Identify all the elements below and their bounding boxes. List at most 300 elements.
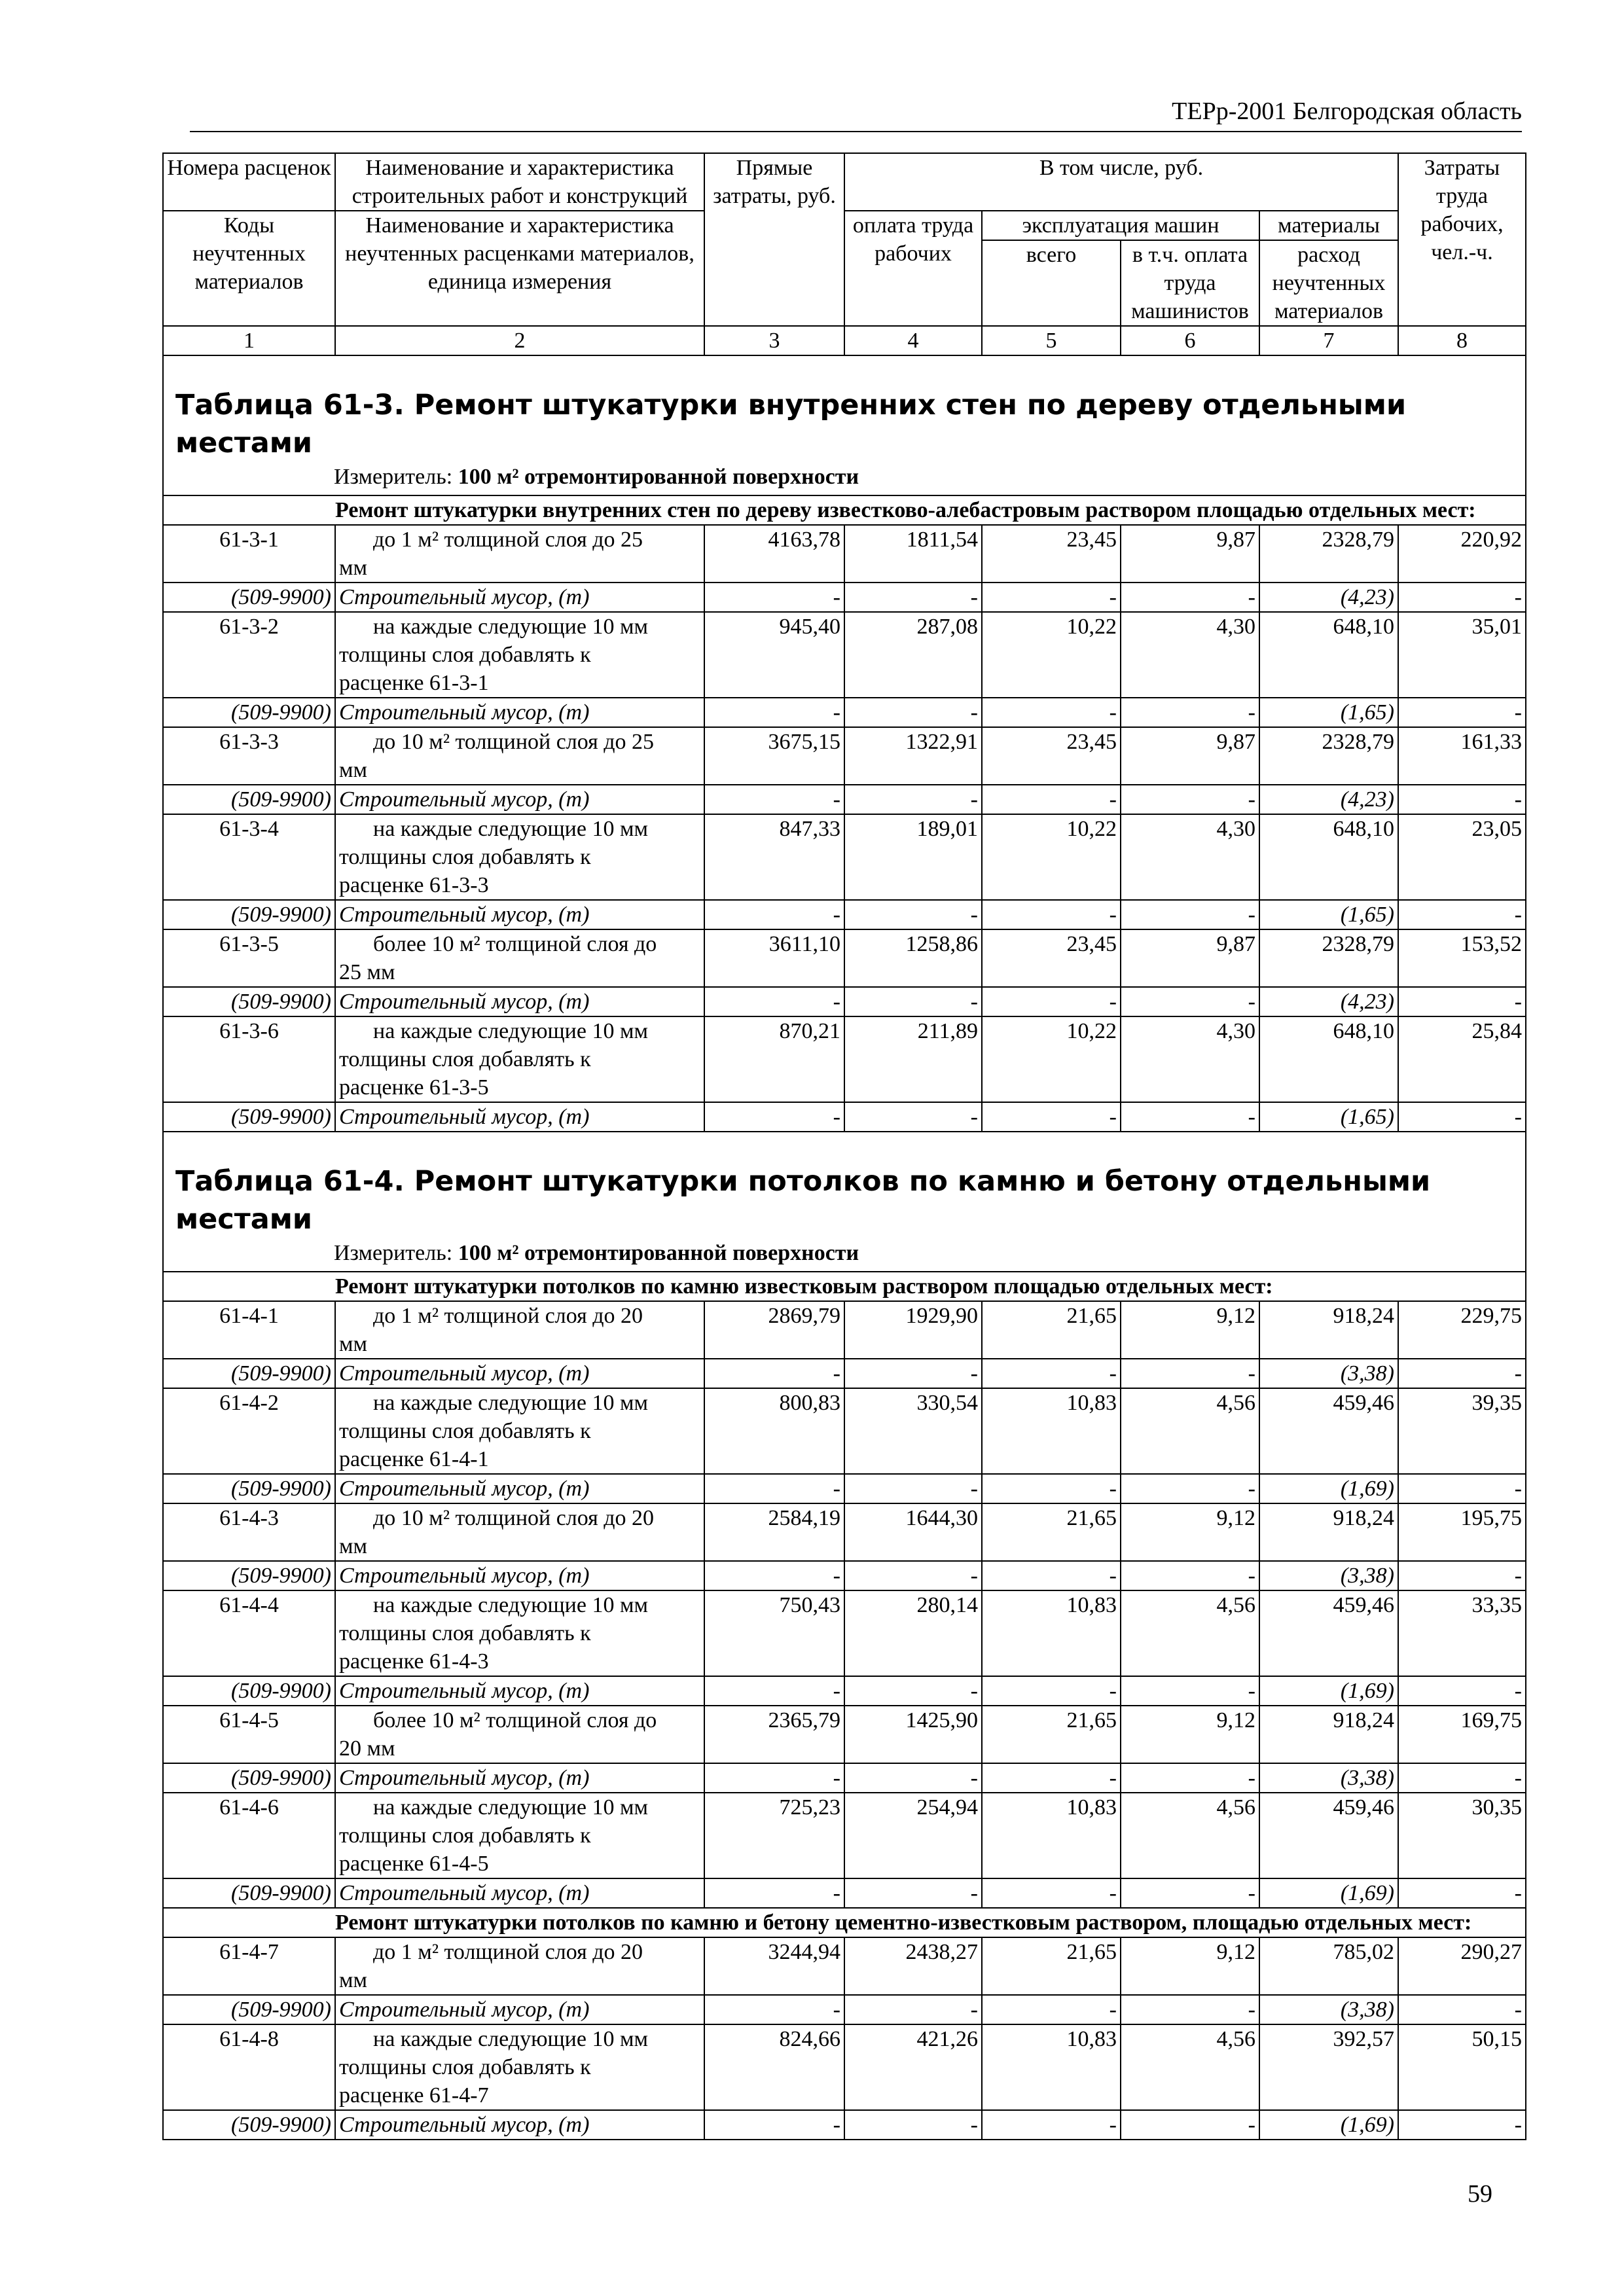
dash: - xyxy=(704,2110,844,2140)
machinist-pay: 4,56 xyxy=(1121,1793,1259,1878)
materials-cost: 648,10 xyxy=(1259,814,1398,900)
labor-hours: 195,75 xyxy=(1398,1503,1526,1561)
rate-row xyxy=(163,727,1526,785)
direct-cost: 870,21 xyxy=(704,1016,844,1102)
dash: - xyxy=(982,900,1121,929)
materials-cost: 918,24 xyxy=(1259,1301,1398,1359)
materials-cost: 918,24 xyxy=(1259,1706,1398,1763)
dash: - xyxy=(844,900,982,929)
material-code: (509-9900) xyxy=(163,900,335,929)
material-code: (509-9900) xyxy=(163,583,335,612)
dash: - xyxy=(1121,1763,1259,1793)
material-quantity: (1,69) xyxy=(1259,1878,1398,1908)
machines-total: 21,65 xyxy=(982,1706,1121,1763)
description-line: на каждые следующие 10 мм xyxy=(373,2027,649,2051)
material-row xyxy=(163,1995,1526,2024)
direct-cost: 3244,94 xyxy=(704,1937,844,1995)
dash: - xyxy=(704,1359,844,1388)
labor-pay: 1425,90 xyxy=(844,1706,982,1763)
machines-total: 10,83 xyxy=(982,1388,1121,1474)
rate-code: 61-4-8 xyxy=(163,2024,335,2110)
material-code: (509-9900) xyxy=(163,1878,335,1908)
materials-cost: 648,10 xyxy=(1259,612,1398,698)
col-rate-number-header: Номера расценок xyxy=(163,153,335,211)
material-code: (509-9900) xyxy=(163,1763,335,1793)
dash: - xyxy=(982,1359,1121,1388)
material-name: Строительный мусор, (т) xyxy=(335,1561,704,1590)
material-row xyxy=(163,1878,1526,1908)
description-line: толщины слоя добавлять к xyxy=(339,1419,591,1443)
unit-label: Измеритель: xyxy=(334,465,453,489)
material-code: (509-9900) xyxy=(163,1102,335,1132)
labor-pay: 1644,30 xyxy=(844,1503,982,1561)
rate-code: 61-3-1 xyxy=(163,525,335,583)
dash: - xyxy=(1121,1474,1259,1503)
dash: - xyxy=(1398,900,1526,929)
description-line: мм xyxy=(339,1332,368,1356)
material-code: (509-9900) xyxy=(163,1995,335,2024)
dash: - xyxy=(1121,2110,1259,2140)
rate-code: 61-4-1 xyxy=(163,1301,335,1359)
material-name: Строительный мусор, (т) xyxy=(335,987,704,1016)
dash: - xyxy=(982,1676,1121,1706)
direct-cost: 800,83 xyxy=(704,1388,844,1474)
machinist-pay: 9,12 xyxy=(1121,1301,1259,1359)
column-number: 7 xyxy=(1259,326,1398,355)
rate-description xyxy=(335,814,704,900)
materials-cost: 2328,79 xyxy=(1259,727,1398,785)
material-name: Строительный мусор, (т) xyxy=(335,1995,704,2024)
rate-description xyxy=(335,1388,704,1474)
machines-total: 23,45 xyxy=(982,727,1121,785)
dash: - xyxy=(1121,1995,1259,2024)
rate-description xyxy=(335,727,704,785)
material-quantity: (4,23) xyxy=(1259,583,1398,612)
description-line: до 10 м² толщиной слоя до 20 xyxy=(373,1506,655,1530)
description-line: на каждые следующие 10 мм xyxy=(373,1391,649,1415)
description-line: расценке 61-3-3 xyxy=(339,873,489,897)
dash: - xyxy=(844,1561,982,1590)
direct-cost: 2869,79 xyxy=(704,1301,844,1359)
description-line: на каждые следующие 10 мм xyxy=(373,1019,649,1043)
direct-cost: 3675,15 xyxy=(704,727,844,785)
dash: - xyxy=(844,583,982,612)
column-number: 1 xyxy=(163,326,335,355)
dash: - xyxy=(704,987,844,1016)
description-line: мм xyxy=(339,1968,368,1992)
labor-hours: 161,33 xyxy=(1398,727,1526,785)
machinist-pay: 9,12 xyxy=(1121,1706,1259,1763)
rate-description xyxy=(335,1793,704,1878)
table-title-row xyxy=(163,1132,1526,1272)
header-row-2 xyxy=(163,211,1526,240)
machines-total: 23,45 xyxy=(982,929,1121,987)
description-line: более 10 м² толщиной слоя до xyxy=(373,1708,657,1732)
labor-hours: 25,84 xyxy=(1398,1016,1526,1102)
material-row xyxy=(163,2110,1526,2140)
material-quantity: (4,23) xyxy=(1259,785,1398,814)
dash: - xyxy=(704,698,844,727)
description-line: расценке 61-3-1 xyxy=(339,671,489,695)
description-line: толщины слоя добавлять к xyxy=(339,1823,591,1848)
machinist-pay: 9,12 xyxy=(1121,1937,1259,1995)
material-row xyxy=(163,900,1526,929)
labor-hours: 30,35 xyxy=(1398,1793,1526,1878)
col-direct-cost-header: Прямые затраты, руб. xyxy=(704,153,844,326)
dash: - xyxy=(982,1763,1121,1793)
group-subheading-row xyxy=(163,1908,1526,1937)
description-line: толщины слоя добавлять к xyxy=(339,2055,591,2079)
dash: - xyxy=(1121,785,1259,814)
dash: - xyxy=(1398,1561,1526,1590)
description-line: на каждые следующие 10 мм xyxy=(373,1795,649,1820)
dash: - xyxy=(982,2110,1121,2140)
rate-description xyxy=(335,929,704,987)
rate-row xyxy=(163,1503,1526,1561)
dash: - xyxy=(844,1878,982,1908)
dash: - xyxy=(704,1102,844,1132)
dash: - xyxy=(982,987,1121,1016)
labor-pay: 287,08 xyxy=(844,612,982,698)
rate-row xyxy=(163,525,1526,583)
dash: - xyxy=(1121,698,1259,727)
labor-pay: 1322,91 xyxy=(844,727,982,785)
rate-code: 61-4-7 xyxy=(163,1937,335,1995)
material-name: Строительный мусор, (т) xyxy=(335,900,704,929)
group-subheading-row xyxy=(163,1272,1526,1301)
col-labor-pay-header: оплата труда рабочих xyxy=(844,211,982,326)
materials-cost: 459,46 xyxy=(1259,1590,1398,1676)
table-unit xyxy=(164,1238,1525,1271)
rate-row xyxy=(163,1937,1526,1995)
rate-code: 61-3-6 xyxy=(163,1016,335,1102)
dash: - xyxy=(1398,1359,1526,1388)
description-line: толщины слоя добавлять к xyxy=(339,845,591,869)
col-including-header: В том числе, руб. xyxy=(844,153,1398,211)
material-row xyxy=(163,698,1526,727)
material-name: Строительный мусор, (т) xyxy=(335,2110,704,2140)
description-line: до 10 м² толщиной слоя до 25 xyxy=(373,730,655,754)
material-code: (509-9900) xyxy=(163,2110,335,2140)
col-materials-header: материалы xyxy=(1259,211,1398,240)
labor-hours: 23,05 xyxy=(1398,814,1526,900)
labor-pay: 1258,86 xyxy=(844,929,982,987)
material-row xyxy=(163,1102,1526,1132)
group-subheading: Ремонт штукатурки внутренних стен по дереву известково-алебастровым раствором площадью отдельных мест: xyxy=(163,495,1526,525)
description-line: 20 мм xyxy=(339,1736,395,1761)
dash: - xyxy=(844,1763,982,1793)
machinist-pay: 4,56 xyxy=(1121,1388,1259,1474)
description-line: на каждые следующие 10 мм xyxy=(373,817,649,841)
dash: - xyxy=(844,785,982,814)
labor-pay: 1929,90 xyxy=(844,1301,982,1359)
rate-row xyxy=(163,1016,1526,1102)
col-material-name-header: Наименование и характеристика неучтенных расценками материалов, единица измерения xyxy=(335,211,704,326)
description-line: расценке 61-4-3 xyxy=(339,1649,489,1674)
dash: - xyxy=(1398,698,1526,727)
page-number: 59 xyxy=(1468,2180,1492,2208)
dash: - xyxy=(982,583,1121,612)
dash: - xyxy=(1121,900,1259,929)
column-number: 5 xyxy=(982,326,1121,355)
labor-hours: 220,92 xyxy=(1398,525,1526,583)
machines-total: 10,22 xyxy=(982,814,1121,900)
materials-cost: 2328,79 xyxy=(1259,929,1398,987)
description-line: до 1 м² толщиной слоя до 20 xyxy=(373,1304,643,1328)
description-line: расценке 61-4-7 xyxy=(339,2083,489,2108)
dash: - xyxy=(1398,1676,1526,1706)
col-machinist-pay-header: в т.ч. оплата труда машинистов xyxy=(1121,240,1259,326)
col-machines-total-header: всего xyxy=(982,240,1121,326)
direct-cost: 824,66 xyxy=(704,2024,844,2110)
material-quantity: (3,38) xyxy=(1259,1561,1398,1590)
rate-row xyxy=(163,1388,1526,1474)
rate-description xyxy=(335,1301,704,1359)
rate-row xyxy=(163,612,1526,698)
machines-total: 10,83 xyxy=(982,1590,1121,1676)
material-name: Строительный мусор, (т) xyxy=(335,785,704,814)
material-quantity: (1,69) xyxy=(1259,1474,1398,1503)
dash: - xyxy=(1121,1676,1259,1706)
dash: - xyxy=(844,2110,982,2140)
rate-description xyxy=(335,1590,704,1676)
description-line: на каждые следующие 10 мм xyxy=(373,1593,649,1617)
rate-row xyxy=(163,1590,1526,1676)
dash: - xyxy=(1121,1359,1259,1388)
dash: - xyxy=(1398,583,1526,612)
dash: - xyxy=(704,1995,844,2024)
dash: - xyxy=(1121,583,1259,612)
material-name: Строительный мусор, (т) xyxy=(335,1474,704,1503)
dash: - xyxy=(982,785,1121,814)
description-line: толщины слоя добавлять к xyxy=(339,643,591,667)
dash: - xyxy=(704,1676,844,1706)
rate-code: 61-4-6 xyxy=(163,1793,335,1878)
materials-cost: 459,46 xyxy=(1259,1793,1398,1878)
machinist-pay: 9,87 xyxy=(1121,525,1259,583)
labor-hours: 153,52 xyxy=(1398,929,1526,987)
rate-code: 61-3-2 xyxy=(163,612,335,698)
labor-hours: 50,15 xyxy=(1398,2024,1526,2110)
material-code: (509-9900) xyxy=(163,698,335,727)
dash: - xyxy=(704,1474,844,1503)
rate-description xyxy=(335,2024,704,2110)
material-name: Строительный мусор, (т) xyxy=(335,698,704,727)
description-line: мм xyxy=(339,556,368,580)
dash: - xyxy=(844,1102,982,1132)
description-line: толщины слоя добавлять к xyxy=(339,1047,591,1071)
labor-pay: 2438,27 xyxy=(844,1937,982,1995)
table-title: Таблица 61-4. Ремонт штукатурки потолков по камню и бетону отдельными местами xyxy=(175,1165,1431,1236)
unit-value: 100 м² отремонтированной поверхности xyxy=(458,465,859,489)
material-row xyxy=(163,1474,1526,1503)
column-number: 6 xyxy=(1121,326,1259,355)
direct-cost: 2365,79 xyxy=(704,1706,844,1763)
description-line: расценке 61-3-5 xyxy=(339,1075,489,1100)
description-line: на каждые следующие 10 мм xyxy=(373,615,649,639)
dash: - xyxy=(844,698,982,727)
dash: - xyxy=(982,1878,1121,1908)
labor-pay: 330,54 xyxy=(844,1388,982,1474)
rate-code: 61-4-5 xyxy=(163,1706,335,1763)
dash: - xyxy=(1398,1474,1526,1503)
dash: - xyxy=(704,1763,844,1793)
dash: - xyxy=(1121,1878,1259,1908)
table-title-row xyxy=(163,355,1526,495)
material-quantity: (1,69) xyxy=(1259,2110,1398,2140)
dash: - xyxy=(982,1102,1121,1132)
group-subheading-row xyxy=(163,495,1526,525)
table-title-cell xyxy=(163,355,1526,495)
dash: - xyxy=(1398,1102,1526,1132)
description-line: мм xyxy=(339,758,368,782)
dash: - xyxy=(844,1359,982,1388)
machines-total: 21,65 xyxy=(982,1301,1121,1359)
machinist-pay: 4,30 xyxy=(1121,814,1259,900)
machinist-pay: 4,30 xyxy=(1121,1016,1259,1102)
dash: - xyxy=(982,1995,1121,2024)
dash: - xyxy=(704,785,844,814)
norms-table xyxy=(162,152,1526,2140)
material-name: Строительный мусор, (т) xyxy=(335,1359,704,1388)
description-line: мм xyxy=(339,1534,368,1558)
labor-hours: 169,75 xyxy=(1398,1706,1526,1763)
dash: - xyxy=(704,1878,844,1908)
labor-pay: 189,01 xyxy=(844,814,982,900)
direct-cost: 945,40 xyxy=(704,612,844,698)
column-number: 3 xyxy=(704,326,844,355)
dash: - xyxy=(1121,987,1259,1016)
table-title-cell xyxy=(163,1132,1526,1272)
rate-row xyxy=(163,1706,1526,1763)
labor-hours: 229,75 xyxy=(1398,1301,1526,1359)
rate-code: 61-4-3 xyxy=(163,1503,335,1561)
dash: - xyxy=(704,1561,844,1590)
group-subheading: Ремонт штукатурки потолков по камню и бетону цементно-известковым раствором, площадью отдельных мест: xyxy=(163,1908,1526,1937)
col-material-consumption-header: расход неучтенных материалов xyxy=(1259,240,1398,326)
table-unit xyxy=(164,462,1525,495)
header-row-1 xyxy=(163,153,1526,211)
material-row xyxy=(163,583,1526,612)
dash: - xyxy=(844,987,982,1016)
material-code: (509-9900) xyxy=(163,1474,335,1503)
col-work-name-header: Наименование и характеристика строительных работ и конструкций xyxy=(335,153,704,211)
rate-description xyxy=(335,1706,704,1763)
material-quantity: (1,69) xyxy=(1259,1676,1398,1706)
rate-row xyxy=(163,814,1526,900)
machines-total: 10,22 xyxy=(982,612,1121,698)
dash: - xyxy=(982,698,1121,727)
material-code: (509-9900) xyxy=(163,1359,335,1388)
description-line: расценке 61-4-1 xyxy=(339,1447,489,1471)
materials-cost: 785,02 xyxy=(1259,1937,1398,1995)
labor-hours: 35,01 xyxy=(1398,612,1526,698)
material-quantity: (1,65) xyxy=(1259,698,1398,727)
description-line: до 1 м² толщиной слоя до 25 xyxy=(373,528,643,552)
materials-cost: 918,24 xyxy=(1259,1503,1398,1561)
dash: - xyxy=(982,1561,1121,1590)
material-row xyxy=(163,1561,1526,1590)
machinist-pay: 4,56 xyxy=(1121,1590,1259,1676)
material-code: (509-9900) xyxy=(163,1561,335,1590)
direct-cost: 2584,19 xyxy=(704,1503,844,1561)
rate-row xyxy=(163,929,1526,987)
dash: - xyxy=(1121,1102,1259,1132)
labor-pay: 254,94 xyxy=(844,1793,982,1878)
direct-cost: 847,33 xyxy=(704,814,844,900)
dash: - xyxy=(1121,1561,1259,1590)
rate-description xyxy=(335,525,704,583)
table-title: Таблица 61-3. Ремонт штукатурки внутренних стен по дереву отдельными местами xyxy=(175,389,1407,459)
labor-hours: 290,27 xyxy=(1398,1937,1526,1995)
material-code: (509-9900) xyxy=(163,785,335,814)
labor-pay: 421,26 xyxy=(844,2024,982,2110)
material-quantity: (3,38) xyxy=(1259,1763,1398,1793)
material-name: Строительный мусор, (т) xyxy=(335,583,704,612)
material-quantity: (4,23) xyxy=(1259,987,1398,1016)
column-number: 4 xyxy=(844,326,982,355)
direct-cost: 3611,10 xyxy=(704,929,844,987)
rate-code: 61-3-3 xyxy=(163,727,335,785)
material-quantity: (1,65) xyxy=(1259,1102,1398,1132)
unit-value: 100 м² отремонтированной поверхности xyxy=(458,1241,859,1265)
dash: - xyxy=(1398,785,1526,814)
rate-code: 61-4-4 xyxy=(163,1590,335,1676)
rate-code: 61-3-4 xyxy=(163,814,335,900)
machines-total: 21,65 xyxy=(982,1937,1121,1995)
dash: - xyxy=(844,1995,982,2024)
dash: - xyxy=(704,583,844,612)
machines-total: 23,45 xyxy=(982,525,1121,583)
materials-cost: 648,10 xyxy=(1259,1016,1398,1102)
material-row xyxy=(163,785,1526,814)
machinist-pay: 9,12 xyxy=(1121,1503,1259,1561)
direct-cost: 750,43 xyxy=(704,1590,844,1676)
dash: - xyxy=(1398,1763,1526,1793)
machines-total: 10,83 xyxy=(982,1793,1121,1878)
rate-code: 61-4-2 xyxy=(163,1388,335,1474)
machinist-pay: 9,87 xyxy=(1121,727,1259,785)
material-name: Строительный мусор, (т) xyxy=(335,1676,704,1706)
material-row xyxy=(163,1763,1526,1793)
labor-pay: 280,14 xyxy=(844,1590,982,1676)
running-header: ТЕРр-2001 Белгородская область xyxy=(190,92,1522,132)
machines-total: 10,22 xyxy=(982,1016,1121,1102)
column-number-row xyxy=(163,326,1526,355)
description-line: до 1 м² толщиной слоя до 20 xyxy=(373,1940,643,1964)
material-row xyxy=(163,987,1526,1016)
group-subheading: Ремонт штукатурки потолков по камню известковым раствором площадью отдельных мест: xyxy=(163,1272,1526,1301)
dash: - xyxy=(704,900,844,929)
col-machines-header: эксплуатация машин xyxy=(982,211,1259,240)
material-row xyxy=(163,1359,1526,1388)
rate-description xyxy=(335,1937,704,1995)
labor-pay: 1811,54 xyxy=(844,525,982,583)
material-name: Строительный мусор, (т) xyxy=(335,1878,704,1908)
material-code: (509-9900) xyxy=(163,1676,335,1706)
machinist-pay: 4,56 xyxy=(1121,2024,1259,2110)
machinist-pay: 4,30 xyxy=(1121,612,1259,698)
dash: - xyxy=(1398,1995,1526,2024)
direct-cost: 725,23 xyxy=(704,1793,844,1878)
rate-row xyxy=(163,1793,1526,1878)
dash: - xyxy=(844,1676,982,1706)
material-quantity: (1,65) xyxy=(1259,900,1398,929)
material-quantity: (3,38) xyxy=(1259,1995,1398,2024)
material-quantity: (3,38) xyxy=(1259,1359,1398,1388)
description-line: толщины слоя добавлять к xyxy=(339,1621,591,1645)
machines-total: 21,65 xyxy=(982,1503,1121,1561)
